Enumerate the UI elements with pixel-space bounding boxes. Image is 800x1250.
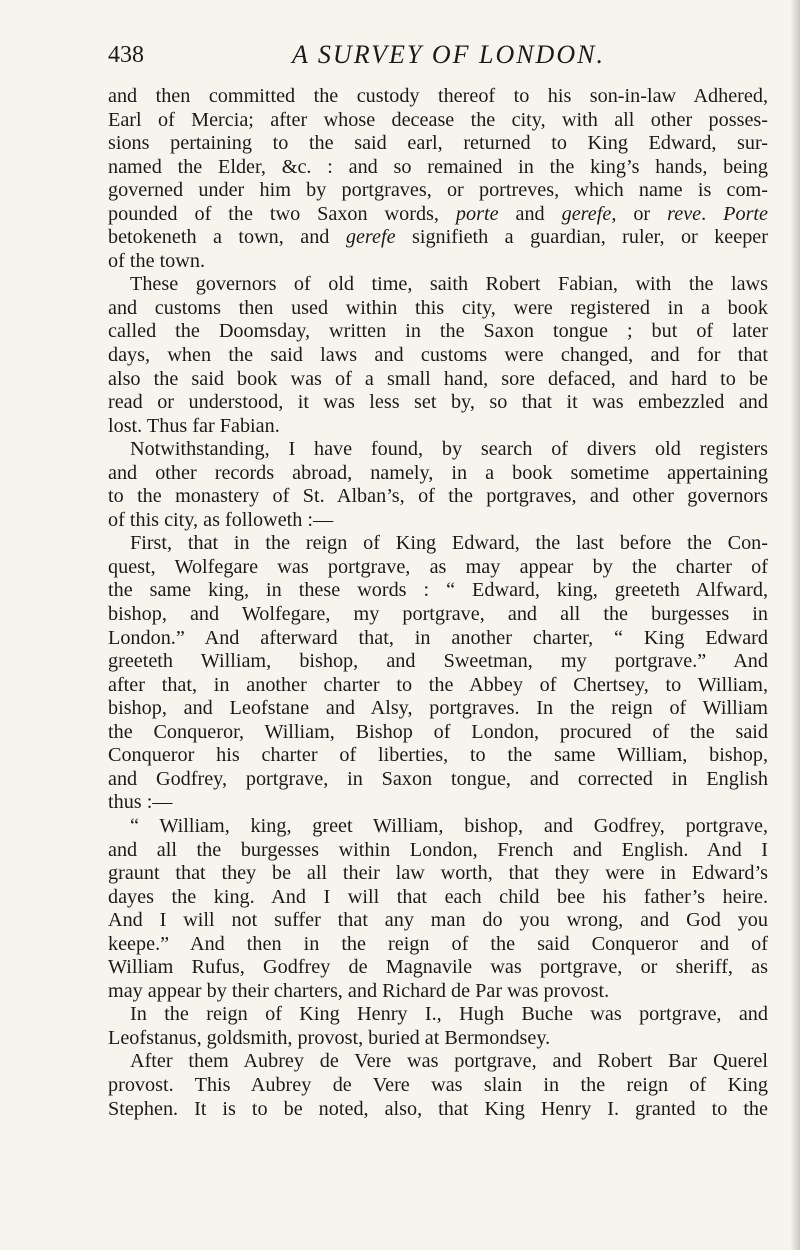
text-line: lost. Thus far Fabian. <box>108 414 280 437</box>
page-header <box>0 40 800 80</box>
text-line: keepe.” And then in the reign of the said Conqueror and of <box>108 932 768 955</box>
text-line: Notwithstanding, I have found, by search of divers old registers <box>130 438 768 461</box>
text-line: Leofstanus, goldsmith, provost, buried at Bermondsey. <box>108 1026 551 1049</box>
body-text <box>108 85 768 1121</box>
text-line: of this city, as followeth :— <box>108 508 334 531</box>
text-line: read or understood, it was less set by, so that it was embezzled and <box>108 391 768 414</box>
page-edge-shadow <box>790 0 800 1250</box>
text-line: governed under him by portgraves, or portreves, which name is com- <box>108 179 768 202</box>
text-line: London.” And afterward that, in another charter, “ King Edward <box>108 626 768 649</box>
text-line: William Rufus, Godfrey de Magnavile was portgrave, or sheriff, as <box>108 956 768 979</box>
page-number: 438 <box>108 42 144 68</box>
text-line: and all the burgesses within London, French and English. And I <box>108 838 768 861</box>
text-line: In the reign of King Henry I., Hugh Buche was portgrave, and <box>130 1003 768 1026</box>
text-line: bishop, and Wolfegare, my portgrave, and all the burgesses in <box>108 603 768 626</box>
text-line: Conqueror his charter of liberties, to the same William, bishop, <box>108 744 768 767</box>
text-line: First, that in the reign of King Edward, the last before the Con- <box>130 532 768 555</box>
text-line: also the said book was of a small hand, sore defaced, and hard to be <box>108 367 768 390</box>
text-line: betokeneth a town, and gerefe signifieth a guardian, ruler, or keeper <box>108 226 768 249</box>
text-line: dayes the king. And I will that each child bee his father’s heire. <box>108 885 768 908</box>
text-line: and then committed the custody thereof to his son-in-law Adhered, <box>108 85 768 107</box>
text-line: Stephen. It is to be noted, also, that King Henry I. granted to the <box>108 1097 768 1120</box>
text-line: the Conqueror, William, Bishop of London, procured of the said <box>108 720 768 743</box>
text-line: and Godfrey, portgrave, in Saxon tongue, and corrected in English <box>108 767 768 790</box>
text-line: graunt that they be all their law worth, that they were in Edward’s <box>108 862 768 885</box>
text-line: pounded of the two Saxon words, porte and gerefe, or reve. Porte <box>108 202 768 225</box>
text-line: and other records abroad, namely, in a book sometime appertaining <box>108 461 768 484</box>
text-line: the same king, in these words : “ Edward, king, greeteth Alfward, <box>108 579 768 602</box>
text-line: to the monastery of St. Alban’s, of the portgraves, and other governors <box>108 485 768 508</box>
text-line: After them Aubrey de Vere was portgrave, and Robert Bar Querel <box>130 1050 768 1073</box>
text-line: days, when the said laws and customs were changed, and for that <box>108 344 768 367</box>
text-line: provost. This Aubrey de Vere was slain in the reign of King <box>108 1073 768 1096</box>
text-line: quest, Wolfegare was portgrave, as may appear by the charter of <box>108 555 768 578</box>
text-line: named the Elder, &c. : and so remained in the king’s hands, being <box>108 155 768 178</box>
text-line: may appear by their charters, and Richard de Par was provost. <box>108 979 610 1002</box>
text-line: and customs then used within this city, were registered in a book <box>108 296 768 319</box>
text-line: bishop, and Leofstane and Alsy, portgraves. In the reign of William <box>108 697 768 720</box>
text-line: sions pertaining to the said earl, returned to King Edward, sur- <box>108 132 768 155</box>
text-line: called the Doomsday, written in the Saxon tongue ; but of later <box>108 320 768 343</box>
text-line: Earl of Mercia; after whose decease the city, with all other posses- <box>108 108 768 131</box>
text-line: of the town. <box>108 249 205 272</box>
text-line: greeteth William, bishop, and Sweetman, my portgrave.” And <box>108 650 768 673</box>
text-line: These governors of old time, saith Robert Fabian, with the laws <box>130 273 768 296</box>
running-head: A SURVEY OF LONDON. <box>292 40 605 69</box>
text-line: after that, in another charter to the Abbey of Chertsey, to William, <box>108 673 768 696</box>
text-line: “ William, king, greet William, bishop, and Godfrey, portgrave, <box>130 814 768 837</box>
text-line: And I will not suffer that any man do you wrong, and God you <box>108 909 768 932</box>
text-line: thus :— <box>108 791 173 814</box>
